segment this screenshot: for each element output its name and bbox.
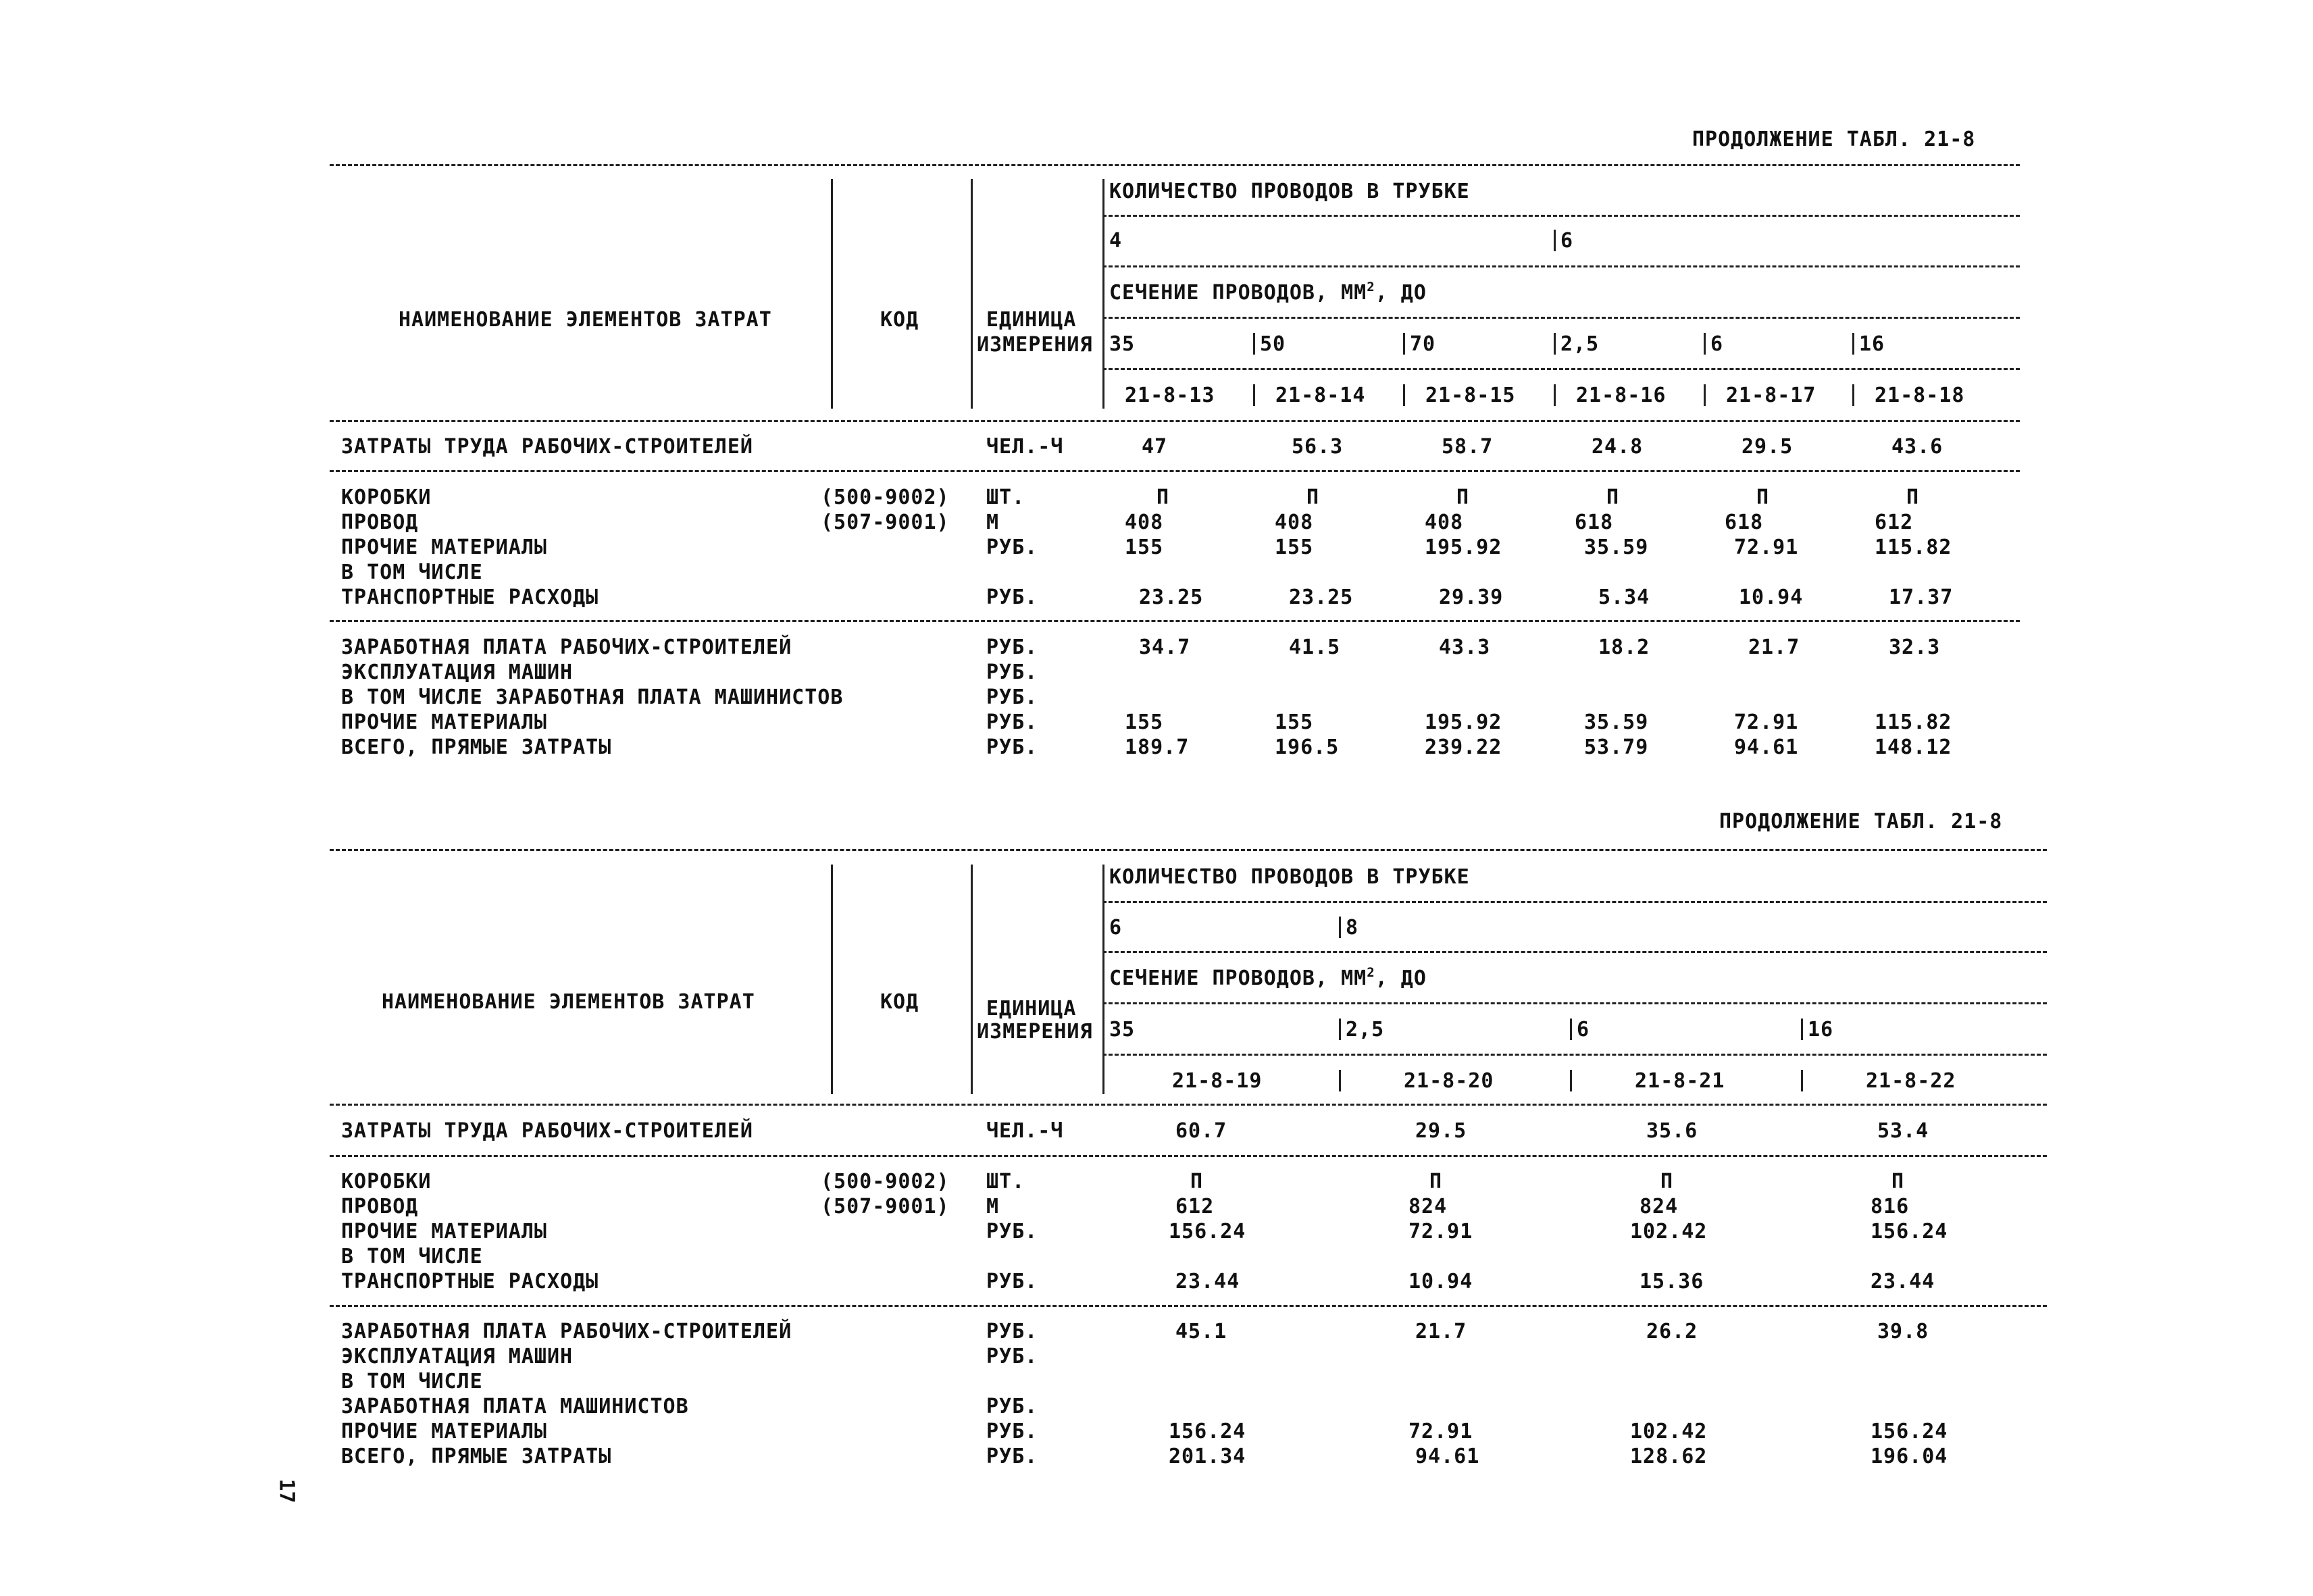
row-label: КОРОБКИ <box>341 1170 432 1193</box>
row-label: ПРОВОД <box>341 1195 419 1218</box>
column-rule <box>1852 333 1854 355</box>
column-rule <box>1704 333 1706 355</box>
row-unit: ЧЕЛ.-Ч <box>986 1119 1064 1143</box>
cell-value: 618 <box>1575 511 1614 534</box>
cell-value: 72.91 <box>1408 1220 1473 1243</box>
divider <box>1102 1002 2047 1004</box>
cell-value: 26.2 <box>1646 1320 1698 1343</box>
divider <box>330 1104 2047 1106</box>
divider <box>1102 215 2020 217</box>
column-rule <box>1339 1019 1341 1040</box>
count-value: 6 <box>1560 229 1574 253</box>
cell-value: 128.62 <box>1630 1445 1708 1468</box>
cell-value: 155 <box>1275 711 1314 734</box>
cell-value: 408 <box>1275 511 1314 534</box>
column-rule <box>1253 333 1255 355</box>
wire-count-header: КОЛИЧЕСТВО ПРОВОДОВ В ТРУБКЕ <box>1109 865 1470 889</box>
count-value: 6 <box>1109 916 1123 939</box>
cell-value: 408 <box>1125 511 1164 534</box>
column-rule <box>1704 384 1706 406</box>
row-label: ЗАТРАТЫ ТРУДА РАБОЧИХ-СТРОИТЕЛЕЙ <box>341 1119 753 1143</box>
row-unit: РУБ. <box>986 1220 1038 1243</box>
row-label: В ТОМ ЧИСЛЕ <box>341 1245 483 1268</box>
page-number: 17 <box>274 1478 299 1503</box>
cell-value: 21.7 <box>1415 1320 1467 1343</box>
cell-value: 23.44 <box>1871 1270 1935 1293</box>
cell-value: 196.04 <box>1871 1445 1948 1468</box>
row-label: ПРОЧИЕ МАТЕРИАЛЫ <box>341 711 547 734</box>
divider <box>330 164 2020 166</box>
section-value: 35 <box>1109 332 1136 356</box>
row-code: (507-9001) <box>821 511 950 534</box>
cell-value: 156.24 <box>1871 1220 1948 1243</box>
row-unit: РУБ. <box>986 736 1038 759</box>
cell-value: 29.5 <box>1742 435 1794 459</box>
unit-column-header: ИЗМЕРЕНИЯ <box>977 333 1093 357</box>
column-rule <box>1554 333 1556 355</box>
cell-value: 15.36 <box>1640 1270 1704 1293</box>
column-rule <box>1102 384 1104 406</box>
row-label: В ТОМ ЧИСЛЕ <box>341 561 483 584</box>
column-rule <box>1339 917 1341 938</box>
cell-value: 43.6 <box>1891 435 1943 459</box>
cell-value: 115.82 <box>1875 711 1952 734</box>
cell-value: 47 <box>1142 435 1168 459</box>
divider <box>330 420 2020 422</box>
section-value: 70 <box>1410 332 1436 356</box>
cell-value: 102.42 <box>1630 1420 1708 1443</box>
row-unit: РУБ. <box>986 1420 1038 1443</box>
row-label: ЭКСПЛУАТАЦИЯ МАШИН <box>341 661 574 684</box>
cell-value: 23.44 <box>1175 1270 1240 1293</box>
norm-code: 21-8-16 <box>1576 384 1667 407</box>
cell-value: П <box>1190 1170 1204 1193</box>
cell-value: 156.24 <box>1169 1420 1246 1443</box>
cell-value: 189.7 <box>1125 736 1190 759</box>
row-label: В ТОМ ЧИСЛЕ <box>341 1370 483 1393</box>
cell-value: 824 <box>1408 1195 1448 1218</box>
row-unit: РУБ. <box>986 586 1038 609</box>
norm-code: 21-8-22 <box>1866 1069 1956 1093</box>
column-rule <box>1570 1019 1572 1040</box>
divider <box>1102 317 2020 319</box>
cell-value: 618 <box>1725 511 1764 534</box>
row-unit: М <box>986 1195 1000 1218</box>
row-label: В ТОМ ЧИСЛЕ ЗАРАБОТНАЯ ПЛАТА МАШИНИСТОВ <box>341 686 844 709</box>
row-code: (500-9002) <box>821 486 950 509</box>
row-label: ТРАНСПОРТНЫЕ РАСХОДЫ <box>341 586 599 609</box>
row-unit: ШТ. <box>986 486 1025 509</box>
column-rule <box>1554 384 1556 406</box>
cell-value: 23.25 <box>1289 586 1354 609</box>
cell-value: 72.91 <box>1734 711 1799 734</box>
unit-column-header: ЕДИНИЦА <box>986 997 1077 1021</box>
row-unit: РУБ. <box>986 1345 1038 1368</box>
norm-code: 21-8-13 <box>1125 384 1215 407</box>
column-rule <box>971 179 973 409</box>
cell-value: 58.7 <box>1442 435 1494 459</box>
cell-value: 72.91 <box>1408 1420 1473 1443</box>
column-rule <box>1403 333 1405 355</box>
column-rule <box>831 865 833 1094</box>
row-label: ЗАТРАТЫ ТРУДА РАБОЧИХ-СТРОИТЕЛЕЙ <box>341 435 753 459</box>
cell-value: П <box>1456 486 1470 509</box>
cell-value: 56.3 <box>1292 435 1344 459</box>
cell-value: 10.94 <box>1739 586 1804 609</box>
name-column-header: НАИМЕНОВАНИЕ ЭЛЕМЕНТОВ ЗАТРАТ <box>382 990 755 1014</box>
norm-code: 21-8-20 <box>1404 1069 1494 1093</box>
divider <box>1102 368 2020 370</box>
row-label: ЗАРАБОТНАЯ ПЛАТА РАБОЧИХ-СТРОИТЕЛЕЙ <box>341 1320 792 1343</box>
count-value: 8 <box>1346 916 1359 939</box>
cell-value: 43.3 <box>1439 636 1491 659</box>
cell-value: 53.79 <box>1584 736 1649 759</box>
cell-value: 408 <box>1425 511 1464 534</box>
name-column-header: НАИМЕНОВАНИЕ ЭЛЕМЕНТОВ ЗАТРАТ <box>399 308 772 332</box>
section-value: 2,5 <box>1346 1018 1385 1041</box>
column-rule <box>1570 1070 1572 1091</box>
divider <box>330 470 2020 472</box>
cell-value: П <box>1756 486 1770 509</box>
column-rule <box>1339 1070 1341 1091</box>
cell-value: 10.94 <box>1408 1270 1473 1293</box>
wire-count-header: КОЛИЧЕСТВО ПРОВОДОВ В ТРУБКЕ <box>1109 180 1470 203</box>
cell-value: 35.6 <box>1646 1119 1698 1143</box>
column-rule <box>831 179 833 409</box>
cell-value: 156.24 <box>1871 1420 1948 1443</box>
cell-value: 612 <box>1875 511 1914 534</box>
section-header: СЕЧЕНИЕ ПРОВОДОВ, $ММ^2$, ДО <box>1109 280 1427 305</box>
cell-value: 24.8 <box>1592 435 1644 459</box>
row-label: ПРОЧИЕ МАТЕРИАЛЫ <box>341 536 547 559</box>
cell-value: 195.92 <box>1425 536 1502 559</box>
row-unit: ШТ. <box>986 1170 1025 1193</box>
cell-value: 196.5 <box>1275 736 1340 759</box>
cell-value: 824 <box>1640 1195 1679 1218</box>
column-rule <box>1403 384 1405 406</box>
cell-value: 155 <box>1275 536 1314 559</box>
cell-value: П <box>1906 486 1920 509</box>
row-unit: РУБ. <box>986 686 1038 709</box>
cell-value: 156.24 <box>1169 1220 1246 1243</box>
cell-value: П <box>1660 1170 1674 1193</box>
column-rule <box>1102 1070 1104 1091</box>
unit-column-header: ИЗМЕРЕНИЯ <box>977 1020 1093 1044</box>
cell-value: 94.61 <box>1734 736 1799 759</box>
divider <box>1102 1054 2047 1056</box>
cell-value: 195.92 <box>1425 711 1502 734</box>
section-value: 2,5 <box>1560 332 1600 356</box>
cell-value: П <box>1606 486 1620 509</box>
continuation-note: ПРОДОЛЖЕНИЕ ТАБЛ. 21-8 <box>1692 128 1976 151</box>
row-unit: РУБ. <box>986 536 1038 559</box>
column-rule <box>1253 384 1255 406</box>
code-column-header: КОД <box>880 308 919 332</box>
row-label: ТРАНСПОРТНЫЕ РАСХОДЫ <box>341 1270 599 1293</box>
cell-value: 53.4 <box>1877 1119 1929 1143</box>
divider <box>1102 951 2047 953</box>
cell-value: 45.1 <box>1175 1320 1227 1343</box>
continuation-note: ПРОДОЛЖЕНИЕ ТАБЛ. 21-8 <box>1719 810 2003 833</box>
row-label: ВСЕГО, ПРЯМЫЕ ЗАТРАТЫ <box>341 1445 612 1468</box>
cell-value: 29.5 <box>1415 1119 1467 1143</box>
column-rule <box>971 865 973 1094</box>
row-label: ПРОВОД <box>341 511 419 534</box>
cell-value: 23.25 <box>1139 586 1204 609</box>
cell-value: П <box>1891 1170 1905 1193</box>
count-value: 4 <box>1109 229 1123 253</box>
unit-column-header: ЕДИНИЦА <box>986 308 1077 332</box>
column-rule <box>1852 384 1854 406</box>
cell-value: П <box>1306 486 1320 509</box>
row-label: ПРОЧИЕ МАТЕРИАЛЫ <box>341 1220 547 1243</box>
norm-code: 21-8-18 <box>1875 384 1965 407</box>
norm-code: 21-8-19 <box>1172 1069 1263 1093</box>
cell-value: 155 <box>1125 536 1164 559</box>
section-value: 6 <box>1710 332 1724 356</box>
cell-value: 72.91 <box>1734 536 1799 559</box>
cell-value: 34.7 <box>1139 636 1191 659</box>
row-label: ЗАРАБОТНАЯ ПЛАТА РАБОЧИХ-СТРОИТЕЛЕЙ <box>341 636 792 659</box>
row-unit: РУБ. <box>986 1270 1038 1293</box>
section-value: 16 <box>1808 1018 1834 1041</box>
cell-value: 612 <box>1175 1195 1215 1218</box>
code-column-header: КОД <box>880 990 919 1014</box>
cell-value: 41.5 <box>1289 636 1341 659</box>
cell-value: 32.3 <box>1889 636 1941 659</box>
cell-value: 35.59 <box>1584 711 1649 734</box>
cell-value: 816 <box>1871 1195 1910 1218</box>
norm-code: 21-8-15 <box>1425 384 1516 407</box>
row-unit: РУБ. <box>986 636 1038 659</box>
norm-code: 21-8-17 <box>1726 384 1816 407</box>
section-value: 50 <box>1260 332 1286 356</box>
column-rule <box>1801 1070 1803 1091</box>
column-rule <box>1554 230 1556 251</box>
section-value: 6 <box>1577 1018 1590 1041</box>
row-unit: РУБ. <box>986 1395 1038 1418</box>
divider <box>330 620 2020 622</box>
cell-value: 39.8 <box>1877 1320 1929 1343</box>
row-label: ЗАРАБОТНАЯ ПЛАТА МАШИНИСТОВ <box>341 1395 689 1418</box>
cell-value: 201.34 <box>1169 1445 1246 1468</box>
divider <box>1102 901 2047 903</box>
row-unit: РУБ. <box>986 1320 1038 1343</box>
divider <box>330 1305 2047 1307</box>
cell-value: 148.12 <box>1875 736 1952 759</box>
row-unit: РУБ. <box>986 661 1038 684</box>
cell-value: 21.7 <box>1748 636 1800 659</box>
divider <box>330 849 2047 851</box>
row-label: ПРОЧИЕ МАТЕРИАЛЫ <box>341 1420 547 1443</box>
cell-value: П <box>1156 486 1170 509</box>
cell-value: 18.2 <box>1598 636 1650 659</box>
row-unit: ЧЕЛ.-Ч <box>986 435 1064 459</box>
section-header: СЕЧЕНИЕ ПРОВОДОВ, $ММ^2$, ДО <box>1109 965 1427 990</box>
row-label: ЭКСПЛУАТАЦИЯ МАШИН <box>341 1345 574 1368</box>
cell-value: 94.61 <box>1415 1445 1480 1468</box>
column-rule <box>1801 1019 1803 1040</box>
divider <box>1102 265 2020 267</box>
row-code: (507-9001) <box>821 1195 950 1218</box>
norm-code: 21-8-21 <box>1635 1069 1725 1093</box>
cell-value: 155 <box>1125 711 1164 734</box>
cell-value: 29.39 <box>1439 586 1504 609</box>
cell-value: 239.22 <box>1425 736 1502 759</box>
column-rule <box>1102 865 1104 1094</box>
cell-value: 60.7 <box>1175 1119 1227 1143</box>
cell-value: П <box>1429 1170 1443 1193</box>
row-label: КОРОБКИ <box>341 486 432 509</box>
norm-code: 21-8-14 <box>1275 384 1366 407</box>
cell-value: 5.34 <box>1598 586 1650 609</box>
row-unit: РУБ. <box>986 1445 1038 1468</box>
row-code: (500-9002) <box>821 1170 950 1193</box>
cell-value: 115.82 <box>1875 536 1952 559</box>
row-unit: М <box>986 511 1000 534</box>
cell-value: 102.42 <box>1630 1220 1708 1243</box>
section-value: 35 <box>1109 1018 1136 1041</box>
section-value: 16 <box>1859 332 1885 356</box>
cell-value: 35.59 <box>1584 536 1649 559</box>
row-unit: РУБ. <box>986 711 1038 734</box>
divider <box>330 1155 2047 1157</box>
column-rule <box>1102 179 1104 409</box>
row-label: ВСЕГО, ПРЯМЫЕ ЗАТРАТЫ <box>341 736 612 759</box>
cell-value: 17.37 <box>1889 586 1954 609</box>
